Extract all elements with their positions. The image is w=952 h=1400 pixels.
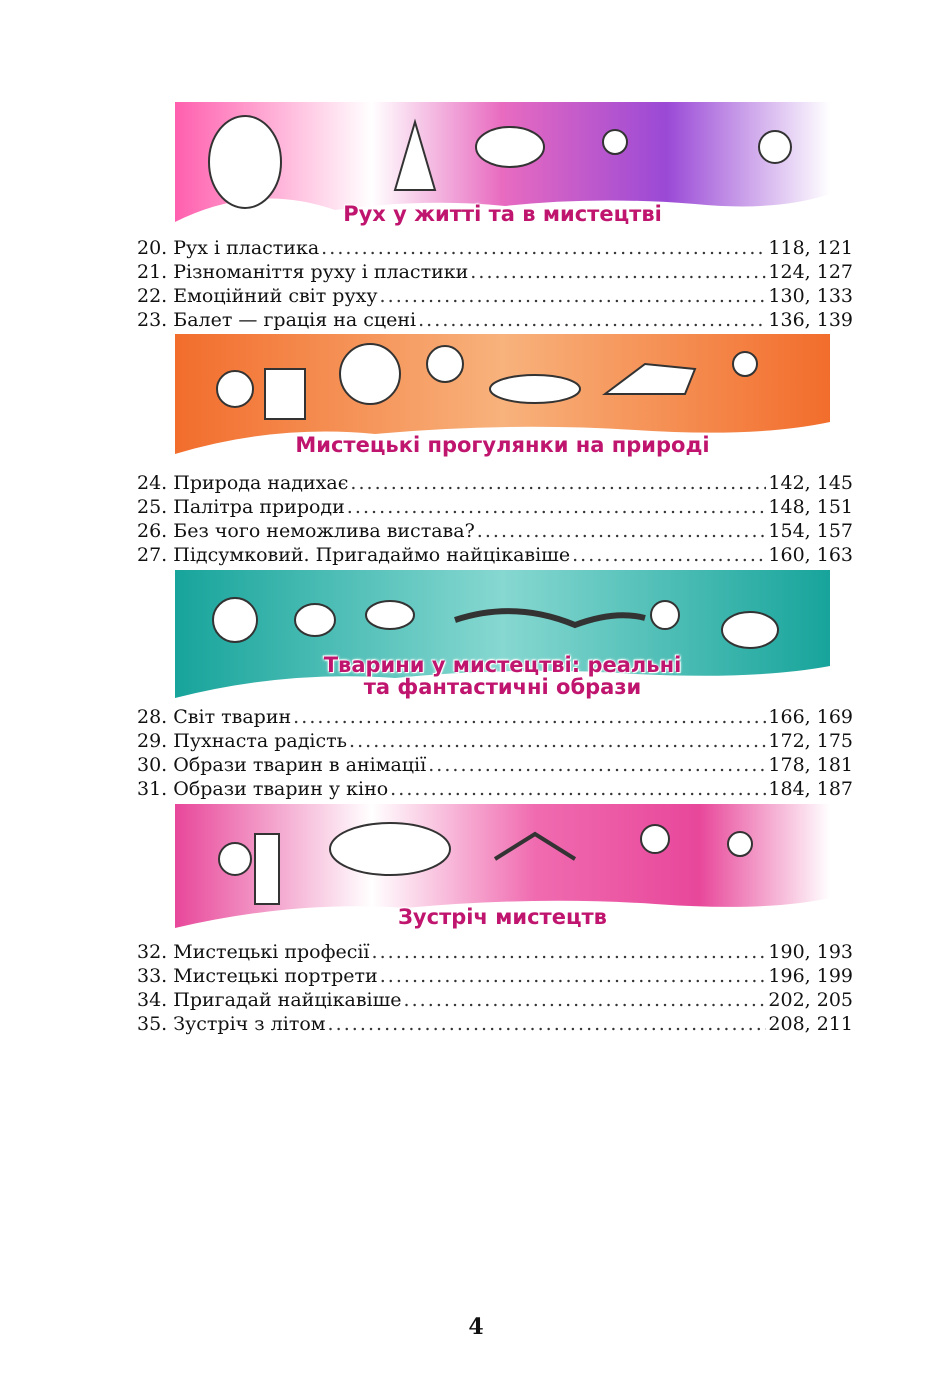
toc-entry[interactable] [137, 543, 853, 567]
dot-leader [380, 964, 767, 988]
entry-pages: 172, 175 [768, 730, 853, 752]
entry-label: 35. Зустріч з літом [137, 1013, 326, 1035]
toc-entry[interactable] [137, 777, 853, 801]
entry-pages: 142, 145 [768, 472, 853, 494]
dot-leader [380, 284, 767, 308]
section-title: Рух у житті та в мистецтві [343, 202, 662, 226]
section-banner-movement [175, 102, 830, 236]
entry-pages: 154, 157 [768, 520, 853, 542]
toc-entry[interactable] [137, 988, 853, 1012]
dot-leader [428, 753, 766, 777]
goat-icon [722, 612, 778, 648]
dot-leader [347, 495, 767, 519]
toc-list-section-3 [137, 705, 853, 801]
rabbit-icon [651, 601, 679, 629]
entry-pages: 184, 187 [768, 778, 853, 800]
dot-leader [372, 940, 767, 964]
section-title: Зустріч мистецтв [398, 905, 607, 929]
pumpkins-icon [490, 375, 580, 403]
entry-pages: 166, 169 [768, 706, 853, 728]
entry-pages: 190, 193 [768, 941, 853, 963]
girl-painter-icon [217, 371, 253, 407]
entry-pages: 208, 211 [768, 1013, 853, 1035]
tree-icon [340, 344, 400, 404]
dot-leader [572, 543, 766, 567]
entry-label: 33. Мистецькі портрети [137, 965, 378, 987]
toc-entry[interactable] [137, 495, 853, 519]
fox-icon [213, 598, 257, 642]
entry-label: 34. Пригадай найцікавіше [137, 989, 402, 1011]
section-banner-nature [175, 334, 830, 468]
dot-leader [321, 236, 766, 260]
toc-entry[interactable] [137, 705, 853, 729]
entry-label: 23. Балет — грація на сцені [137, 309, 417, 331]
toc-entry[interactable] [137, 236, 853, 260]
entry-label: 32. Мистецькі професії [137, 941, 370, 963]
section-title [175, 654, 830, 698]
dot-leader [328, 1012, 767, 1036]
toc-list-section-1 [137, 236, 853, 332]
dot-leader [477, 519, 767, 543]
entry-label: 30. Образи тварин в анімації [137, 754, 427, 776]
dot-leader [349, 729, 766, 753]
easter-egg-icon [209, 116, 281, 208]
entry-label: 20. Рух і пластика [137, 237, 320, 259]
entry-label: 25. Палітра природи [137, 496, 345, 518]
toc-entry[interactable] [137, 471, 853, 495]
dancing-couple-icon [641, 825, 669, 853]
entry-label: 31. Образи тварин у кіно [137, 778, 389, 800]
entry-pages: 136, 139 [768, 309, 853, 331]
entry-pages: 118, 121 [768, 237, 853, 259]
entry-pages: 178, 181 [768, 754, 853, 776]
entry-pages: 196, 199 [768, 965, 853, 987]
entry-label: 26. Без чого неможлива вистава? [137, 520, 475, 542]
toc-entry[interactable] [137, 729, 853, 753]
entry-pages: 148, 151 [768, 496, 853, 518]
toc-entry[interactable] [137, 753, 853, 777]
entry-pages: 124, 127 [768, 261, 853, 283]
easel-icon [265, 369, 305, 419]
section-title-line-1: Тварини у мистецтві: реальні [323, 653, 682, 677]
toc-list-section-2 [137, 471, 853, 567]
violinist-icon [728, 832, 752, 856]
hen-icon [295, 604, 335, 636]
painter-icon [219, 843, 251, 875]
goose-icon [366, 601, 414, 629]
toc-entry[interactable] [137, 260, 853, 284]
entry-label: 24. Природа надихає [137, 472, 349, 494]
dot-leader [390, 777, 766, 801]
section-banner-animals [175, 570, 830, 704]
toc-entry[interactable] [137, 519, 853, 543]
tree-icon [427, 346, 463, 382]
dot-leader [404, 988, 767, 1012]
toc-entry[interactable] [137, 940, 853, 964]
section-banner-arts-meeting [175, 804, 830, 938]
section-title: Мистецькі прогулянки на природі [295, 433, 710, 457]
toc-entry[interactable] [137, 964, 853, 988]
entry-label: 28. Світ тварин [137, 706, 292, 728]
page-number: 4 [468, 1314, 484, 1340]
easel-icon [255, 834, 279, 904]
toc-entry[interactable] [137, 284, 853, 308]
goat-icon [733, 352, 757, 376]
entry-label: 27. Підсумковий. Пригадаймо найцікавіше [137, 544, 571, 566]
section-title-line-2: та фантастичні образи [363, 675, 642, 699]
round-dance-icon [330, 823, 450, 875]
entry-label: 29. Пухнаста радість [137, 730, 347, 752]
entry-pages: 202, 205 [768, 989, 853, 1011]
entry-pages: 130, 133 [768, 285, 853, 307]
entry-label: 21. Різноманіття руху і пластики [137, 261, 469, 283]
dot-leader [293, 705, 766, 729]
toc-entry[interactable] [137, 308, 853, 332]
dancer-icon [759, 131, 791, 163]
entry-pages: 160, 163 [768, 544, 853, 566]
dot-leader [470, 260, 766, 284]
entry-label: 22. Емоційний світ руху [137, 285, 378, 307]
toc-entry[interactable] [137, 1012, 853, 1036]
rabbit-icon [603, 130, 627, 154]
toc-list-section-4 [137, 940, 853, 1036]
dot-leader [350, 471, 766, 495]
pot-icon [476, 127, 544, 167]
dot-leader [418, 308, 766, 332]
